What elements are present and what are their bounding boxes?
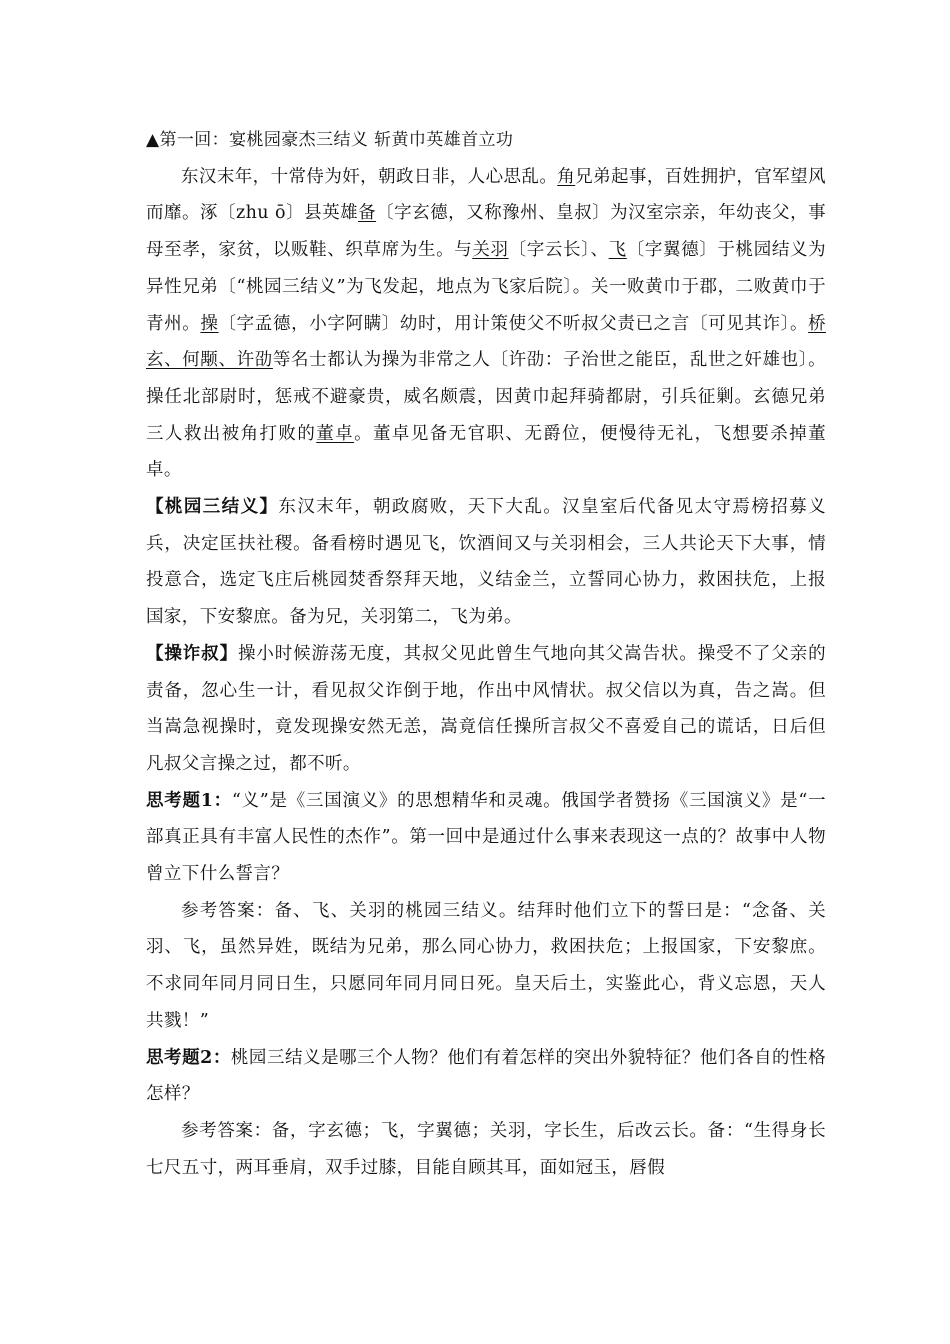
underlined-name: 飞: [608, 240, 627, 261]
story-text: 东汉末年，朝政腐败，天下大乱。汉皇室后代备见太守焉榜招募义兵，决定匡扶社稷。备看榜时遇见飞，饮酒间又与关羽相会，三人共论天下大事，情投意合，选定飞庄后桃园焚香祭拜天地，义结金兰，立誓同心协力，救困扶危，上报国家，下安黎庶。备为兄，关羽第二，飞为弟。: [146, 497, 826, 628]
document-body: [146, 122, 826, 1186]
summary-text: 〔字孟德，小字阿瞒〕幼时，用计策使父不听叔父责已之言〔可见其诈〕。: [218, 313, 809, 334]
story-peach-garden-oath: [146, 489, 826, 636]
question-label: 思考题1：: [146, 790, 232, 811]
answer-2: [146, 1113, 826, 1186]
story-heading: 【桃园三结义】: [146, 497, 279, 518]
question-label: 思考题2：: [146, 1047, 231, 1068]
triangle-marker-icon: ▲: [146, 130, 160, 150]
story-text: 操小时候游荡无度，其叔父见此曾生气地向其父嵩告状。操受不了父亲的责备，忽心生一计，看见叔父诈倒于地，作出中风情状。叔父信以为真，告之嵩。但当嵩急视操时，竟发现操安然无恙，嵩竟信任操所言叔父不喜爱自己的谎话，日后但凡叔父言操之过，都不听。: [146, 643, 826, 774]
chapter-title: [146, 122, 826, 159]
answer-1: [146, 893, 826, 1040]
question-2: [146, 1040, 826, 1113]
question-text: 桃园三结义是哪三个人物？他们有着怎样的突出外貌特征？他们各自的性格怎样？: [146, 1047, 826, 1105]
summary-text: 〔字玄德，又称豫州、皇叔〕为汉室宗亲，年幼丧父，事母至孝，家贫，以贩鞋、织草席为生。与: [146, 203, 827, 261]
story-heading: 【操诈叔】: [146, 643, 238, 664]
underlined-name: 董卓: [316, 423, 355, 444]
answer-text: 参考答案：备、飞、关羽的桃园三结义。结拜时他们立下的誓曰是：“念备、关羽、飞，虽然异姓，既结为兄弟，那么同心协力，救困扶危；上报国家，下安黎庶。不求同年同月同日生，只愿同年同月同日死。皇天后土，实鉴此心，背义忘恩，天人共戮！”: [146, 900, 826, 1031]
question-1: [146, 783, 826, 893]
chapter-summary-paragraph: [146, 159, 826, 489]
answer-text: 参考答案：备，字玄德；飞，字翼德；关羽，字长生，后改云长。备：“生得身长七尺五寸，两耳垂肩，双手过膝，目能自顾其耳，面如冠玉，唇假: [146, 1120, 826, 1178]
summary-text: 东汉末年，十常侍为奸，朝政日非，人心思乱。: [181, 166, 558, 187]
summary-text: 。董卓见备无官职、无爵位，便慢待无礼，飞想要杀掉董卓。: [146, 423, 826, 481]
summary-text: 〔字翼德〕于桃园结义为异性兄弟〔“桃园三结义”为飞发起，地点为飞家后院〕。关一败黄巾于郡，二败黄巾于青州。: [146, 240, 826, 334]
question-text: “义”是《三国演义》的思想精华和灵魂。俄国学者赞扬《三国演义》是“一部真正具有丰富人民性的杰作”。第一回中是通过什么事来表现这一点的？故事中人物曾立下什么誓言？: [146, 790, 826, 885]
chapter-title-text: 第一回：宴桃园豪杰三结义 斩黄巾英雄首立功: [159, 130, 514, 150]
underlined-name: 关羽: [472, 240, 509, 261]
underlined-name: 桥玄、何颙、许劭: [146, 313, 827, 371]
story-cao-deceives-uncle: [146, 636, 826, 783]
underlined-name: 角: [557, 166, 576, 187]
underlined-name: 操: [200, 313, 219, 334]
summary-text: 兄弟起事，百姓拥护，官军望风而靡。涿〔zhu ō〕县英雄: [146, 166, 826, 224]
underlined-name: 备: [358, 203, 377, 224]
summary-text: 〔字云长〕、: [508, 240, 609, 261]
summary-text: 等名士都认为操为非常之人〔许劭：子治世之能臣，乱世之奸雄也〕。操任北部尉时，惩戒不避豪贵，威名颇震，因黄巾起拜骑都尉，引兵征剿。玄德兄弟三人救出被角打败的: [146, 350, 826, 444]
